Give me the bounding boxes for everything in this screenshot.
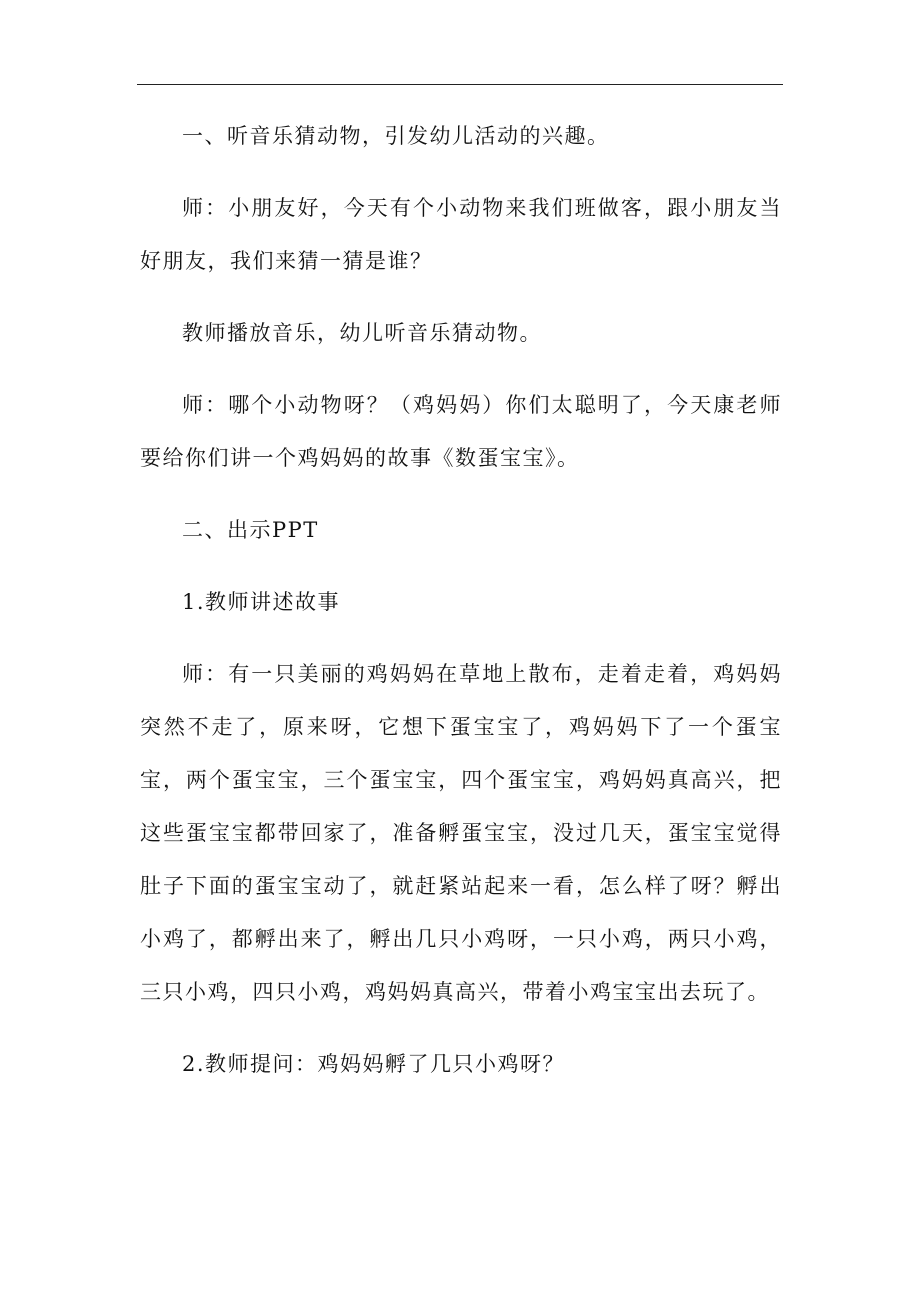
story-paragraph: 师：有一只美丽的鸡妈妈在草地上散布，走着走着，鸡妈妈突然不走了，原来呀，它想下蛋宝宝了，鸡妈妈下了一个蛋宝宝，两个蛋宝宝，三个蛋宝宝，四个蛋宝宝，鸡妈妈真高兴，把这些蛋宝宝都带回家了，准备孵蛋宝宝，没过几天，蛋宝宝觉得肚子下面的蛋宝宝动了，就赶紧站起来一看，怎么样了呀？孵出小鸡了，都孵出来了，孵出几只小鸡呀，一只小鸡，两只小鸡，三只小鸡，四只小鸡，鸡妈妈真高兴，带着小鸡宝宝出去玩了。: [140, 662, 782, 1004]
document-body: [140, 110, 782, 1091]
teacher-question-paragraph: 师：哪个小动物呀？（鸡妈妈）你们太聪明了，今天康老师要给你们讲一个鸡妈妈的故事《数蛋宝宝》。: [140, 393, 782, 470]
teacher-greeting-paragraph: 师：小朋友好，今天有个小动物来我们班做客，跟小朋友当好朋友，我们来猜一猜是谁？: [140, 196, 782, 273]
step-1-heading: 1.教师讲述故事: [182, 590, 341, 614]
header-rule: [137, 84, 783, 85]
music-activity-paragraph: 教师播放音乐，幼儿听音乐猜动物。: [182, 321, 542, 345]
section-heading-1: 一、听音乐猜动物，引发幼儿活动的兴趣。: [182, 124, 610, 148]
step-2-question: 2.教师提问：鸡妈妈孵了几只小鸡呀？: [182, 1052, 566, 1076]
section-heading-2: 二、出示PPT: [182, 518, 319, 542]
